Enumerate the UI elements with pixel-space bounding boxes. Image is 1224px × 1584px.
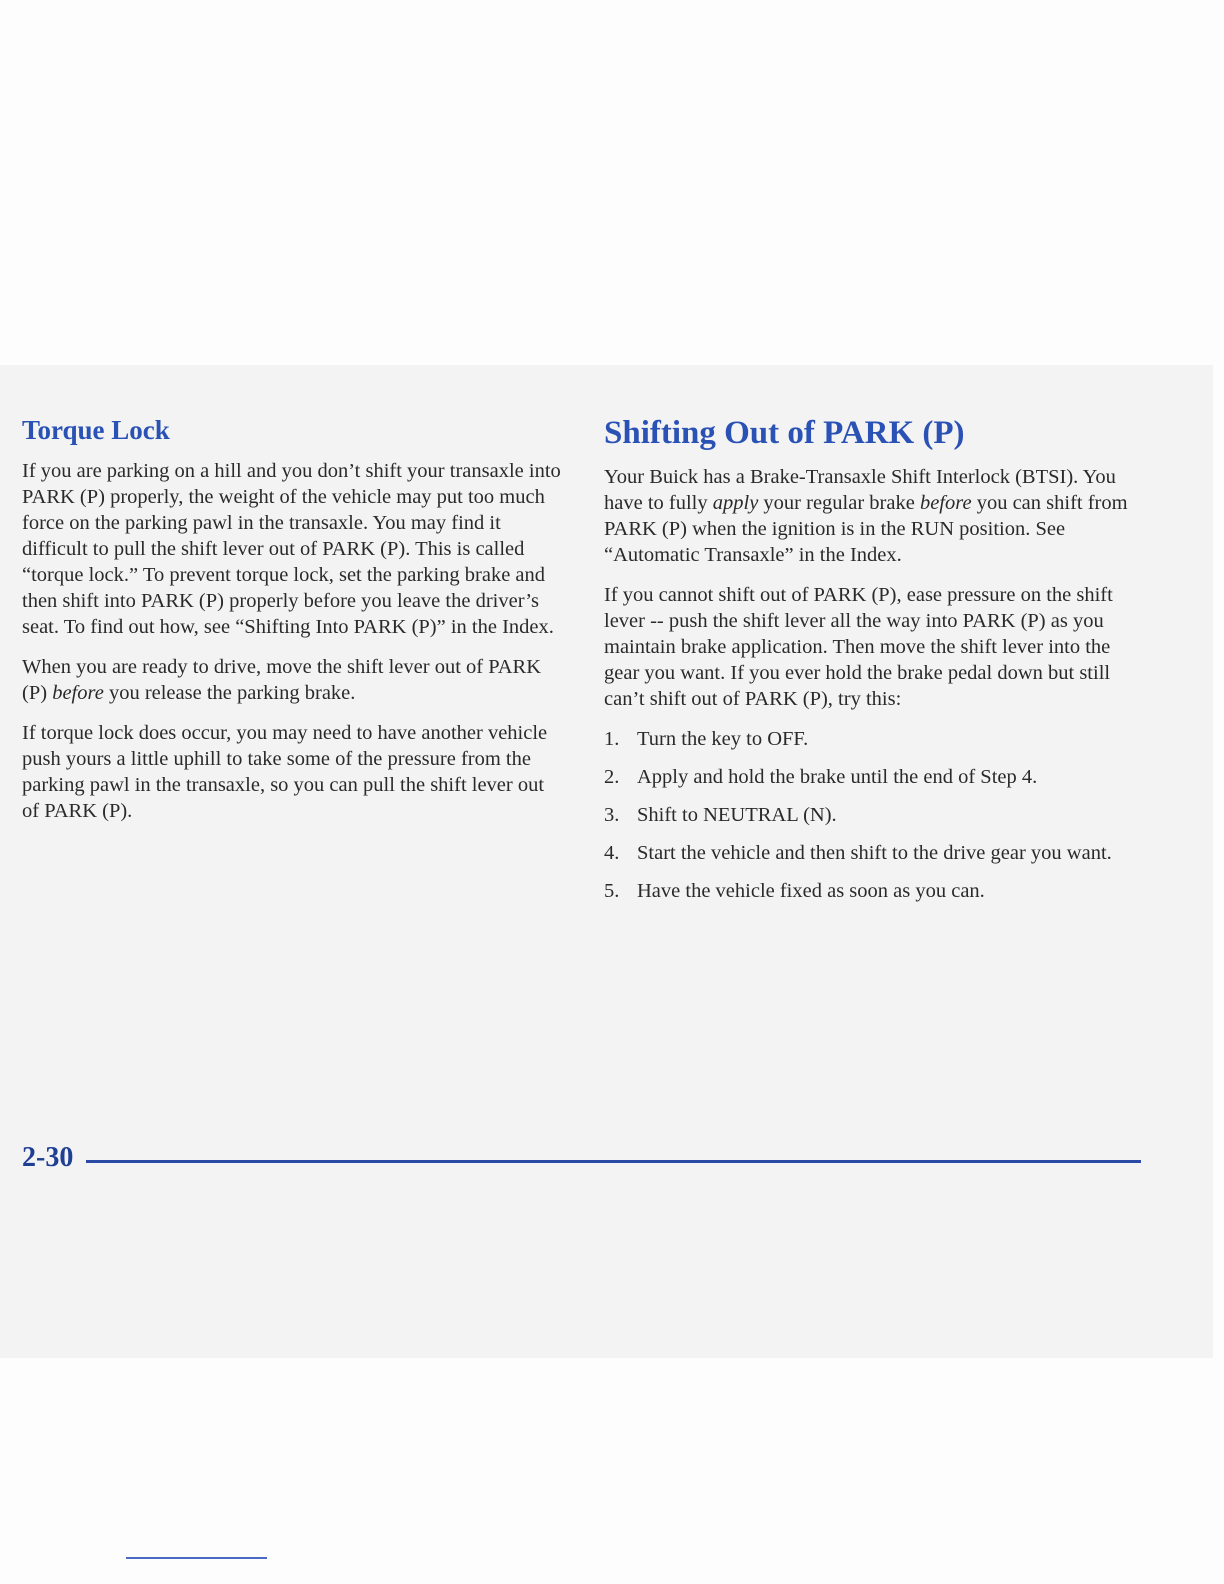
step-number: 1. — [604, 728, 620, 750]
step-number: 5. — [604, 880, 620, 902]
sp1-text-b: your regular brake — [758, 492, 920, 514]
torque-lock-heading: Torque Lock — [22, 415, 170, 445]
sp1-text-a: Your Buick has a Brake-Transaxle Shift Interlock (BTSI). You have to fully — [604, 466, 1116, 514]
list-item — [604, 726, 1134, 752]
page-number: 2-30 — [22, 1142, 74, 1173]
p2-emphasis: before — [52, 682, 104, 704]
footer-rule — [86, 1160, 1141, 1163]
step-number: 4. — [604, 842, 620, 864]
torque-lock-paragraph-1: If you are parking on a hill and you don’t shift your transaxle into PARK (P) properly, the weight of the vehicle may put too much force on the parking pawl in the transaxle. You may find it difficult to pull the shift lever out of PARK (P). This is called “torque lock.” To prevent torque lock, set the parking brake and then shift into PARK (P) properly before you leave the driver’s seat. To find out how, see “Shifting Into PARK (P)” in the Index. — [22, 460, 561, 638]
step-text: Have the vehicle fixed as soon as you can. — [637, 880, 985, 902]
step-text: Shift to NEUTRAL (N). — [637, 804, 837, 826]
sp1-emphasis-apply: apply — [712, 492, 759, 514]
step-text: Apply and hold the brake until the end of Step 4. — [637, 766, 1038, 788]
shifting-paragraph-2: If you cannot shift out of PARK (P), ease pressure on the shift lever -- push the shift lever all the way into PARK (P) as you maintain brake application. Then move the shift lever into the gear you want. If you ever hold the brake pedal down but still can’t shift out of PARK (P), try this: — [604, 584, 1113, 710]
torque-lock-paragraph-2 — [22, 654, 562, 706]
steps-list — [604, 726, 1134, 904]
sp1-emphasis-before: before — [919, 492, 972, 514]
list-item — [604, 764, 1134, 790]
step-text: Start the vehicle and then shift to the drive gear you want. — [637, 842, 1112, 864]
p2-text-a: When you are ready to drive, move the shift lever out of PARK (P) — [22, 656, 542, 704]
shifting-out-heading: Shifting Out of PARK (P) — [604, 415, 965, 451]
torque-lock-section — [22, 415, 562, 838]
torque-lock-paragraph-3: If torque lock does occur, you may need to have another vehicle push yours a little uphill to take some of the pressure from the parking pawl in the transaxle, so you can pull the shift lever out of PARK (P). — [22, 722, 548, 822]
step-text: Turn the key to OFF. — [637, 728, 809, 750]
list-item — [604, 878, 1134, 904]
shifting-paragraph-1 — [604, 464, 1134, 568]
page-footer — [22, 1142, 1142, 1182]
list-item — [604, 802, 1134, 828]
p2-text-b: you release the parking brake. — [103, 682, 356, 704]
bottom-divider — [126, 1557, 267, 1559]
shifting-out-of-park-section — [604, 415, 1134, 916]
step-number: 3. — [604, 804, 620, 826]
list-item — [604, 840, 1134, 866]
sp1-text-c: you can shift from PARK (P) when the ignition is in the RUN position. See “Automatic Transaxle” in the Index. — [604, 492, 1128, 566]
step-number: 2. — [604, 766, 620, 788]
